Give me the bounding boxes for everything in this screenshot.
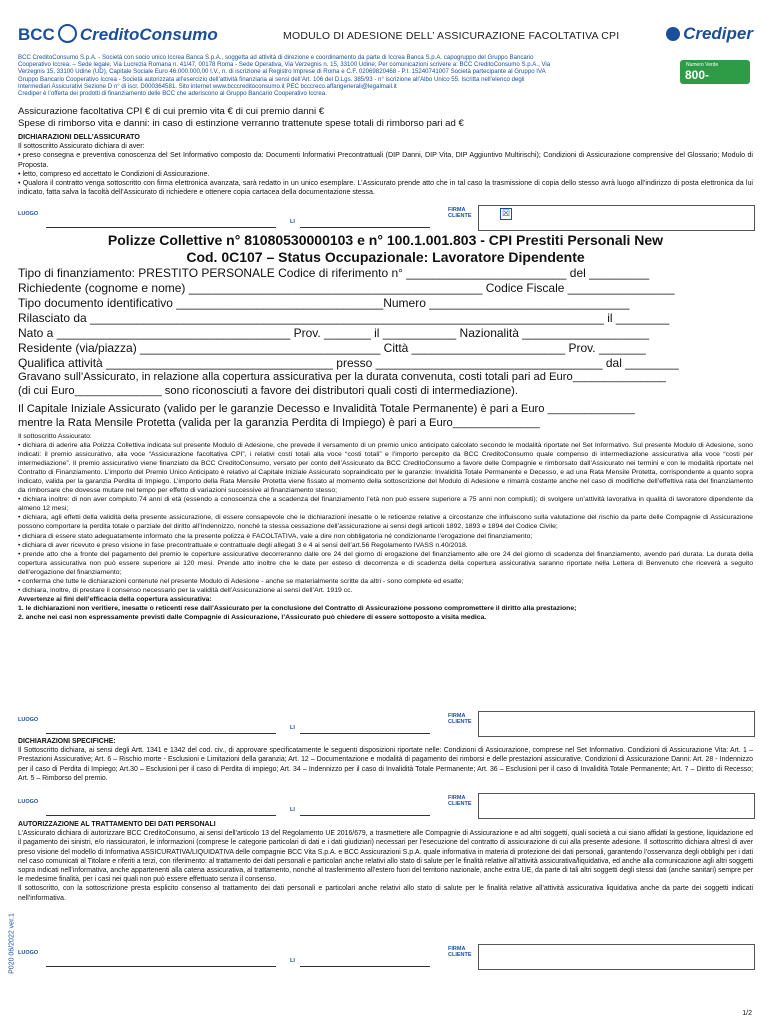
bcc-mark-icon xyxy=(58,24,77,43)
signature-box[interactable] xyxy=(478,711,755,737)
policy-title: Polizze Collettive n° 81080530000103 e n° 100.1.001.803 - CPI Prestiti Personali New Cod. 0C107 – Status Occupazionale: Lavoratore Dipendente xyxy=(107,232,664,265)
date-field[interactable] xyxy=(300,733,430,734)
financing-type-row: Tipo di finanziamento: PRESTITO PERSONALE Codice di riferimento n° ________________________ del _________ xyxy=(18,266,650,280)
specific-declarations: DICHIARAZIONI SPECIFICHE: Il Sottoscritto dichiara, ai sensi degli Artt. 1341 e 1342 del cod. civ., di approvare specificatamente le seguenti disposizioni riportate nelle: Condizioni di Assicurazione, comprese nel Set Informativo. Condizioni di Assicurazione Vita: Art. 1 – Prestazioni Assicurative; Art. 6 – Rischio morte - Esclusioni e Limitazioni della garanzia; Art. 12 – Documentazione e modalità di pagamento dei rimborsi e delle prestazioni assicurative. Condizioni di Assicurazione Danni: Art. 28 - Indennizzo per il caso di Perdita di Impiego; Art.30 – Esclusioni per il caso di Perdita di impiego; Art. 34 – Indennizzo per il caso di Invalidità Totale Permanente; Art. 36 – Esclusioni per il caso di Invalidità Totale Permanente; Art. 7 – Diritto di Recesso; Art. 5 – Rimborso del premio. xyxy=(18,738,753,782)
document-title: MODULO DI ADESIONE DELL’ ASSICURAZIONE FACOLTATIVA CPI xyxy=(283,30,620,42)
header xyxy=(18,20,753,50)
signature-block-3: LUOGO LI FIRMA CLIENTE xyxy=(18,793,753,819)
id-document-row: Tipo documento identificativo _______________________________Numero ______________________________ xyxy=(18,296,630,310)
crediper-mark-icon xyxy=(666,27,680,41)
signature-mark-icon: ☒ xyxy=(501,208,511,218)
signature-block-4: LUOGO LI FIRMA CLIENTE xyxy=(18,944,753,970)
distributor-costs-line: (di cui Euro______________ sono riconosciuti a favore dei distributori quali costi di intermediazione). xyxy=(18,385,519,397)
page-number: 1/2 xyxy=(742,1010,752,1017)
signature-block-1: LUOGO LI FIRMA CLIENTE ☒ xyxy=(18,205,753,231)
residence-row: Residente (via/piazza) ____________________________________ Città _______________________ Prov. _______ xyxy=(18,341,646,355)
monthly-rate-line: mentre la Rata Mensile Protetta (valida per la garanzia Perdita di Impiego) è pari a Euro______________ xyxy=(18,417,540,429)
applicant-row: Richiedente (cognome e nome) ____________________________________________ Codice Fiscale ________________ xyxy=(18,281,675,295)
toll-free-badge: Numero Verde 800-990.620 xyxy=(680,60,750,84)
place-field[interactable] xyxy=(46,733,276,734)
place-field[interactable] xyxy=(46,227,276,228)
premium-line: Assicurazione facoltativa CPI € di cui premio vita € di cui premio danni € xyxy=(18,106,325,117)
costs-line: Gravano sull’Assicurato, in relazione alla copertura assicurativa per la durata convenuta, costi totali pari ad Euro_______________ xyxy=(18,371,667,383)
birth-row: Nato a ___________________________________ Prov. _______ il ___________ Nazionalità ___________________ xyxy=(18,326,650,340)
bcc-logo: BCC CreditoConsumo xyxy=(18,25,218,44)
toll-free-number: 800-990.620 xyxy=(685,68,729,96)
date-field[interactable] xyxy=(300,966,430,967)
signature-box[interactable] xyxy=(478,944,755,970)
job-row: Qualifica attività __________________________________ presso __________________________________ dal ________ xyxy=(18,356,679,370)
place-field[interactable] xyxy=(46,815,276,816)
form-code: P020 06/2022 ver.1 xyxy=(8,913,16,974)
insured-statements: Il sottoscritto Assicurato: • dichiara di aderire alla Polizza Collettiva indicata sul presente Modulo di Adesione, che prevede il versamento di un premio unico anticipato calcolato secondo le modalità riportate nel Set Informativo. Sul presente Modulo di Adesione, sono indicati: il premio assicurativo, alla voce “Assicurazione facoltativa CPI”, i relativi costi totali alla voce “costi totali” e l’importo percepito da BCC CreditoConsumo quale compenso di intermediazione assicurativa alla voce “costi per intermediazione”. Il premio assicurativo viene finanziato da BCC CreditoConsumo, versato per conto dell’Assicurato da BCC CreditoConsumo a favore delle Compagnie e rimborsato dall’Assicurato nei termini e con le modalità riportate nel Contratto di Finanziamento. L’importo del Premio Unico Anticipato è relativo al Capitale Iniziale Assicurato sopraindicato per le garanzie: Invalidità Totale Permanente e Decesso, e ad una Rata Mensile Protetta, corrispondente a quanto sopra indicato, valida per la garanzia Perdita di Impiego. L’importo della Rata Mensile Protetta viene fissato al momento della sottoscrizione del Modulo di Adesione e rimarrà costante anche nel caso di modifiche dell’effettiva rata del finanziamento da rimborsare che dovesse mutare nel tempo per effetto di variazioni successive al finanziamento stesso; • dichiara inoltre: di non aver compiuto 74 anni di età (essendo a conoscenza che a scadenza del finanziamento l’età non può essere superiore a 75 anni non compiuti); di svolgere un’attività lavorativa in qualità di lavoratore dipendente da almeno 12 mesi; • dichiara, agli effetti della validità della presente assicurazione, di essere consapevole che le dichiarazioni inesatte o le reticenze relative a circostanze che influiscono sulla valutazione del rischio da parte delle Compagnie di Assicurazione possono comportare la perdita totale o parziale del diritto all’Indennizzo, nonché la stessa cessazione dell’assicurazione ai sensi degli articoli 1892, 1893 e 1894 del Codice Civile; • dichiara di essere stato adeguatamente informato che la presente polizza è FACOLTATIVA, vale a dire non obbligatoria né condizionante l’erogazione del finanziamento; • dichiara di aver ricevuto e preso visione in fase precontrattuale e contrattuale degli allegati 3 e 4 ai sensi dell’art.56 Regolamento IVASS n.40/2018. • prende atto che a fronte del pagamento del premio le coperture assicurative decorreranno dalle ore 24 del giorno di erogazione del finanziamento alle ore 24 del giorno di scadenza del finanziamento, avendo pari durata. La durata della copertura assicurativa non può essere superiore ai 120 mesi. Prende atto inoltre che le date per esteso di decorrenza e di scadenza della copertura assicurativa saranno riportate nella Lettera di Benvenuto che riceverà a seguito dell’erogazione del finanziamento; • conferma che tutte le dichiarazioni contenute nel presente Modulo di Adesione - anche se materialmente scritte da altri - sono complete ed esatte; • dichiara, inoltre, di prestare il consenso necessario per la validità dell’Assicurazione ai sensi dell’Art. 1919 cc. Avvertenze ai fini dell’efficacia della copertura assicurativa: 1. le dichiarazioni non veritiere, inesatte o reticenti rese dall’Assicurato per la conclusione del Contratto di Assicurazione possono compromettere il diritto alla prestazione; 2. anche nei casi non espressamente previsti dalle Compagnie di Assicurazione, l’Assicurato può chiedere di essere sottoposto a visita medica. xyxy=(18,433,753,621)
signature-box[interactable] xyxy=(478,793,755,819)
date-field[interactable] xyxy=(300,815,430,816)
signature-block-2: LUOGO LI FIRMA CLIENTE xyxy=(18,711,753,737)
signature-box[interactable] xyxy=(478,205,755,231)
refund-line: Spese di rimborso vita e danni: in caso di estinzione verranno trattenute spese totali di rimborso pari ad € xyxy=(18,118,464,129)
issued-by-row: Rilasciato da _____________________________________________________________________________ il ________ xyxy=(18,311,670,325)
insured-declarations: DICHIARAZIONI DELL’ASSICURATO Il sottoscritto Assicurato dichiara di aver: • preso consegna e preventiva conoscenza del Set Informativo composto da: Documenti Informativi Precontrattuali (DIP Danni, DIP Vita, DIP Aggiuntivo Multirischi); Condizioni di Assicurazione comprensive del Glossario; Modulo di Proposta. • letto, compreso ed accettato le Condizioni di Assicurazione. • Qualora il contratto venga sottoscritto con firma elettronica avanzata, sarà redatto in un unico esemplare. L’Assicurato prende atto che in tal caso la trasmissione di copia dello stesso avrà luogo all’indirizzo di posta elettronica da lui indicato, fatta salva la facoltà dell’Assicurato di richiedere e ottenere copia cartacea della documentazione stessa. xyxy=(18,133,753,197)
company-info: BCC CreditoConsumo S.p.A. - Società con socio unico Iccrea Banca S.p.A., soggetta ad attività di direzione e coordinamento da parte di Iccrea Banca S.p.A. capogruppo del Gruppo Bancario Cooperativo Iccrea. – Sede legale, Via Lucrezia Romana n. 41/47, 00178 Roma - Sede Operativa, Via Verzegnis n. 15, 33100 Udine; Per comunicazioni scrivere a: BCC CreditoConsumo S.p.A., Via Verzegnis 15, 33100 Udine (UD), Capitale Sociale Euro 46.000.000,00 I.V., n. di iscrizione al Registro Imprese di Roma e C.F. 02069820468 - P.I. 15240741007 Società partecipante al Gruppo IVA Gruppo Bancario Cooperativo Iccrea - Società autorizzata all’esercizio dell’attività finanziaria ai sensi dell’Art. 106 del D.Lgs. 385/93 - n° iscrizione all’Albo Unico 55. Iscritta nell’elenco degli Intermediari Assicurativi Sezione D n° di iscr. D000364581. Sito internet www.bcccreditoconsumo.it PEC bcccreco.affarigenerali@legalmail.it Crediper è l’offerta dei prodotti di finanziamento delle BCC che aderiscono al Gruppo Bancario Cooperativo Iccrea. xyxy=(18,54,551,98)
crediper-logo: Crediper xyxy=(666,24,753,44)
capital-line: Il Capitale Iniziale Assicurato (valido per le garanzie Decesso e Invalidità Totale Permanente) è pari a Euro ______________ xyxy=(18,403,635,415)
privacy-authorization: AUTORIZZAZIONE AL TRATTAMENTO DEI DATI PERSONALI L’Assicurato dichiara di autorizzare BCC CreditoConsumo, ai sensi dell’articolo 13 del Regolamento UE 2016/679, a trasmettere alle Compagnie di Assicurazione e ad altri soggetti, quali società a cui siano affidati la gestione, liquidazione ed il pagamento dei sinistri, e/o riassicuratori, le informazioni (comprese le categorie particolari di dati e i dati giudiziari) necessari per l’esecuzione del contratto di assicurazione di cui alla presente adesione. Il sottoscritto dichiara altresì di aver preso visione del modello di Informativa ASSICURATIVA/LIQUIDATIVA delle compagnie BCC Vita S.p.A. e BCC Assicurazioni S.p.A. quale informativa in materia di protezione dei dati personali, garantendo l’osservanza degli obblighi per i dati nel caso comunicati al Titolare e riferiti a terzi, con riferimento: al trattamento dei dati personali e particolari anche relativi allo stato di salute per le finalità relative all’attività assicurativa/liquidativa, ed anche alla comunicazione agli altri soggetti sopra indicati nell’informativa, anche appartenenti alla catena assicurativa, al trattamento, nonché al trasferimento all’estero fuori del territorio nazionale, anche extra UE, da parte di tali altri soggetti degli stessi dati (anche sanitari) sempre per le medesime finalità, per i casi nei quali non può essere effettuato senza il consenso. Il sottoscritto, con la sottoscrizione presta esplicito consenso al trattamento dei dati personali e particolari anche relativi allo stato di salute per le finalità relative all’attività assicurativa liquidativa anche da parte dei soggetti indicati nell’informativa. xyxy=(18,821,753,902)
date-field[interactable] xyxy=(300,227,430,228)
place-field[interactable] xyxy=(46,966,276,967)
